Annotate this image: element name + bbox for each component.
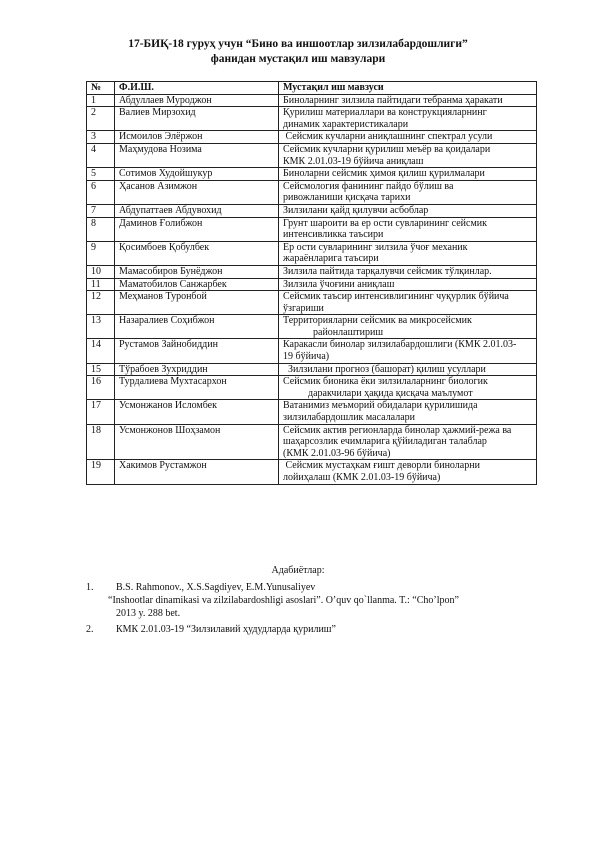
student-name: Усмонжонов Шоҳзамон (115, 424, 279, 460)
topic-cell (279, 107, 537, 131)
row-number: 2 (87, 107, 115, 131)
topic-line: 19 бўйича) (283, 351, 330, 363)
topic-line: Ватанимиз меъморий обидалари қурилишида (283, 400, 478, 412)
row-number: 7 (87, 204, 115, 217)
header-topic: Мустақил иш мавзуси (279, 82, 537, 95)
student-name: Исмоилов Элёржон (115, 131, 279, 144)
topic-cell (279, 241, 537, 265)
topic-cell (279, 400, 537, 424)
student-name: Хакимов Рустамжон (115, 460, 279, 484)
topic-line: жараёнларига таъсири (283, 253, 379, 265)
row-number: 17 (87, 400, 115, 424)
topic-line: Сейсмик таъсир интенсивлигининг чуқурлик бўйича (283, 291, 509, 303)
topic-line: районлаштириш (283, 326, 384, 338)
row-number: 4 (87, 143, 115, 167)
table-row (87, 460, 537, 484)
topic-cell (279, 315, 537, 339)
student-name: Даминов Ғолибжон (115, 217, 279, 241)
table-row (87, 376, 537, 400)
topic-line: Сейсмик кучларни қурилиш меъёр ва қоидалари (283, 143, 491, 155)
table-row (87, 291, 537, 315)
row-number: 13 (87, 315, 115, 339)
topic-cell (279, 131, 537, 144)
reference-line: 2013 y. 288 bet. (116, 608, 181, 619)
topic-cell (279, 265, 537, 278)
topic-cell (279, 278, 537, 291)
topic-cell (279, 204, 537, 217)
table-row (87, 131, 537, 144)
row-number: 3 (87, 131, 115, 144)
title-line-2: фанидан мустақил иш мавзулари (210, 53, 386, 65)
topic-line: Зилзилани прогноз (башорат) қилиш усуллари (283, 363, 486, 375)
student-name: Абдупаттаев Абдувохид (115, 204, 279, 217)
row-number: 1 (87, 94, 115, 107)
topic-line: Грунт шароити ва ер ости сувларининг сейсмик (283, 217, 487, 229)
student-name: Валиев Мирзохид (115, 107, 279, 131)
student-name: Турдалиева Мухтасархон (115, 376, 279, 400)
topic-line: Биноларни сейсмик ҳимоя қилиш қурилмалари (283, 168, 485, 180)
student-name: Рустамов Зайнобиддин (115, 339, 279, 363)
topic-cell (279, 376, 537, 400)
table-row (87, 278, 537, 291)
topic-line: зилзилабардошлик масалалари (283, 412, 415, 424)
topic-cell (279, 339, 537, 363)
table-row (87, 339, 537, 363)
student-name: Ҳасанов Азимжон (115, 180, 279, 204)
header-number: № (87, 82, 115, 95)
table-row (87, 315, 537, 339)
topic-line: Сейсмик мустаҳкам ғишт деворли биноларни (283, 460, 480, 472)
row-number: 16 (87, 376, 115, 400)
table-row (87, 168, 537, 181)
topic-line: Қурилиш материаллари ва конструкцияларнинг (283, 107, 487, 119)
row-number: 12 (87, 291, 115, 315)
reference-line: B.S. Rahmonov., X.S.Sagdiyev, E.M.Yunusaliyev (116, 582, 316, 593)
header-name: Ф.И.Ш. (115, 82, 279, 95)
topic-line: Территорияларни сейсмик ва микросейсмик (283, 315, 472, 327)
topic-line: лойиҳалаш (КМК 2.01.03-19 бўйича) (283, 472, 441, 483)
topic-line: интенсивликка таъсири (283, 229, 384, 241)
topic-line: динамик характеристикалари (283, 118, 409, 130)
student-name: Маҳмудова Нозима (115, 143, 279, 167)
reference-number: 1. (86, 582, 94, 593)
topic-cell (279, 217, 537, 241)
title-line-1: 17-БИҚ-18 гуруҳ учун “Бино ва иншоотлар зилзилабардошлиги” (128, 38, 468, 50)
topic-line: Сейсмик бионика ёки зилзилаларнинг биологик (283, 376, 488, 388)
row-number: 8 (87, 217, 115, 241)
table-row (87, 265, 537, 278)
table-body (87, 94, 537, 484)
reference-line: “Inshootlar dinamikasi va zilzilabardoshligi asoslari”. O’quv qo`llanma. T.: “Cho’lpon” (108, 595, 459, 606)
topic-line: КМК 2.01.03-19 бўйича аниқлаш (283, 155, 424, 167)
topic-line: даракчилари ҳақида қисқача маълумот (283, 387, 473, 399)
topic-cell (279, 424, 537, 460)
row-number: 9 (87, 241, 115, 265)
topic-cell (279, 143, 537, 167)
student-name: Меҳманов Туронбой (115, 291, 279, 315)
table-row (87, 107, 537, 131)
topic-cell (279, 460, 537, 484)
row-number: 11 (87, 278, 115, 291)
topic-cell (279, 363, 537, 376)
reference-item-2 (86, 623, 546, 637)
row-number: 18 (87, 424, 115, 460)
reference-item-1 (86, 581, 546, 621)
topic-line: шаҳарсозлик ечимларига қўйиладиган талаблар (283, 436, 487, 448)
row-number: 5 (87, 168, 115, 181)
topic-cell (279, 94, 537, 107)
table-row (87, 204, 537, 217)
topic-line: ривожланиши қисқача тарихи (283, 192, 411, 204)
topic-line: Сейсмик кучларни аниқлашнинг спектрал усули (283, 131, 493, 143)
table-row (87, 424, 537, 460)
student-name: Абдуллаев Муроджон (115, 94, 279, 107)
page-title (60, 37, 536, 67)
topic-line: Биноларнинг зилзила пайтидаги тебранма ҳаракати (283, 94, 503, 106)
topic-cell (279, 180, 537, 204)
topic-line: (КМК 2.01.03-96 бўйича) (283, 447, 391, 459)
reference-line: КМК 2.01.03-19 “Зилзилавий ҳудудларда қурилиш” (116, 624, 336, 635)
table-row (87, 143, 537, 167)
table-row (87, 363, 537, 376)
row-number: 6 (87, 180, 115, 204)
topic-line: Ер ости сувларининг зилзила ўчоғ механик (283, 241, 468, 253)
student-name: Мамасобиров Бунёджон (115, 265, 279, 278)
row-number: 14 (87, 339, 115, 363)
topic-line: ўзгариши (283, 302, 324, 314)
table-row (87, 180, 537, 204)
topic-line: Зилзила ўчоғини аниқлаш (283, 278, 395, 290)
student-name: Сотимов Худойшукур (115, 168, 279, 181)
topic-line: Каракасли бинолар зилзилабардошлиги (КМК 2.01.03- (283, 339, 517, 351)
topic-line: Сейсмик актив регионларда бинолар ҳажмий-режа ва (283, 424, 512, 436)
topics-table (86, 81, 537, 485)
table-row (87, 94, 537, 107)
references-title: Адабиётлар: (271, 565, 325, 576)
student-name: Усмонжанов Исломбек (115, 400, 279, 424)
row-number: 19 (87, 460, 115, 484)
table-header-row (87, 82, 537, 95)
student-name: Назаралиев Соҳибжон (115, 315, 279, 339)
topic-line: Зилзила пайтида тарқалувчи сейсмик тўлқинлар. (283, 265, 492, 277)
reference-number: 2. (86, 624, 94, 635)
student-name: Тўрабоев Зухриддин (115, 363, 279, 376)
topic-line: Зилзилани қайд қилувчи асбоблар (283, 204, 429, 216)
topic-cell (279, 168, 537, 181)
table-row (87, 217, 537, 241)
topic-cell (279, 291, 537, 315)
table-row (87, 400, 537, 424)
row-number: 10 (87, 265, 115, 278)
student-name: Қосимбоев Қобулбек (115, 241, 279, 265)
row-number: 15 (87, 363, 115, 376)
student-name: Маматобилов Санжарбек (115, 278, 279, 291)
table-row (87, 241, 537, 265)
topic-line: Сейсмология фанининг пайдо бўлиш ва (283, 180, 454, 192)
